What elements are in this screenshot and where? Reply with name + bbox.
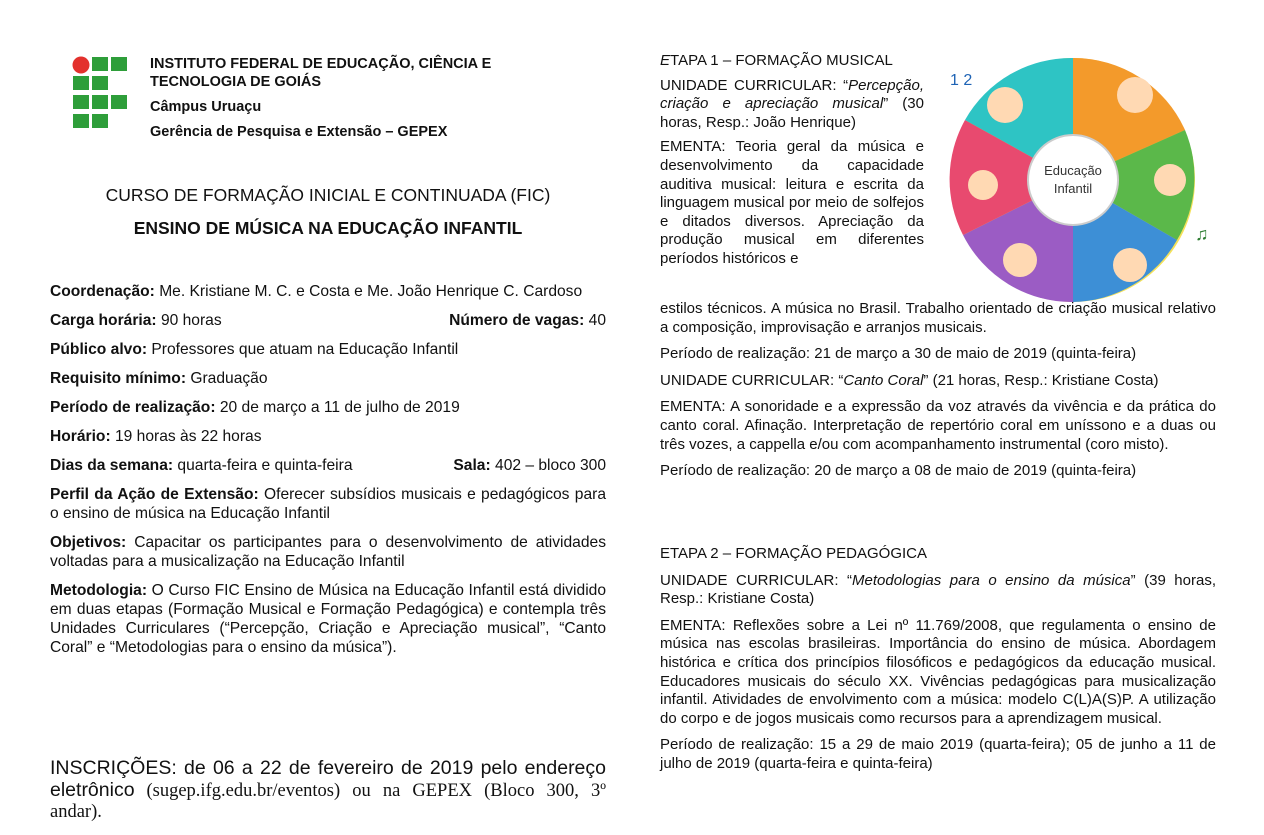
ifg-logo: [72, 56, 128, 130]
illustration-badge-line1: Educação: [1044, 163, 1102, 178]
education-illustration: [945, 50, 1220, 302]
etapa1-ementa1-top: EMENTA: Teoria geral da música e desenvolvimento da capacidade auditiva musical: leitura e escrita da linguagem musical por meio de solfejos e ditados diversos. Apreciação da produção musical em diferentes períodos históricos e: [660, 138, 924, 267]
music-note-icon: ♫: [1195, 224, 1209, 244]
etapa1-ementa2: EMENTA: A sonoridade e a expressão da voz através da vivência e da prática do canto coral. Afinação. Interpretação de repertório coral em uníssono e a duas ou três vozes, a cappella e/ou com acompanhamento instrumental (coro misto).: [660, 398, 1216, 453]
etapa2-section: [660, 545, 1216, 782]
etapa1-periodo1: Período de realização: 21 de março a 30 de maio de 2019 (quinta-feira): [660, 345, 1137, 363]
etapa1-uc1: UNIDADE CURRICULAR: “Percepção, criação e apreciação musical” (30 horas, Resp.: João Henrique): [660, 76, 924, 131]
course-title: ENSINO DE MÚSICA NA EDUCAÇÃO INFANTIL: [133, 218, 523, 238]
detail-objetivos: Objetivos: Capacitar os participantes para o desenvolvimento de atividades voltadas para a musicalização na Educação Infantil: [50, 534, 606, 570]
etapa1-uc2: UNIDADE CURRICULAR: “Canto Coral” (21 horas, Resp.: Kristiane Costa): [660, 371, 1159, 389]
detail-publico: Público alvo: Professores que atuam na Educação Infantil: [50, 341, 459, 358]
detail-carga-vagas: Carga horária: 90 horas Número de vagas: 40: [50, 312, 606, 329]
inscricoes-notice: [50, 758, 606, 823]
inscricoes-lead: INSCRIÇÕES: de 06 a 22 de fevereiro de 2019 pelo endereço eletrônico: [50, 757, 606, 801]
inscricoes-rest: (sugep.ifg.edu.br/eventos) ou na GEPEX (Bloco 300, 3º andar).: [50, 781, 606, 822]
etapa2-periodo: Período de realização: 15 a 29 de maio 2019 (quarta-feira); 05 de junho a 11 de julho de 2019 (quarta-feira e quinta-feira): [660, 736, 1216, 772]
etapa2-title: ETAPA 2 – FORMAÇÃO PEDAGÓGICA: [660, 545, 928, 562]
detail-horario: Horário: 19 horas às 22 horas: [50, 428, 262, 445]
logo-red-circle: [73, 57, 90, 74]
detail-metodologia: Metodologia: O Curso FIC Ensino de Música na Educação Infantil está dividido em duas etapas (Formação Musical e Formação Pedagógica) e contempla três Unidades Curriculares (“Percepção, Criação e Apreciação musical”, “Canto Coral” e “Metodologias para o ensino da música”).: [50, 582, 606, 656]
institute-name-line2: TECNOLOGIA DE GOIÁS: [150, 74, 322, 90]
department-name: Gerência de Pesquisa e Extensão – GEPEX: [150, 124, 448, 140]
detail-coordenacao: Coordenação: Me. Kristiane M. C. e Costa e Me. João Henrique C. Cardoso: [50, 283, 583, 300]
number-icon: 1 2: [950, 72, 973, 89]
etapa2-uc: UNIDADE CURRICULAR: “Metodologias para o ensino da música” (39 horas, Resp.: Kristiane Costa): [660, 571, 1216, 608]
child-face-icon: [987, 87, 1023, 123]
illustration-badge-line2: Infantil: [1053, 181, 1093, 196]
etapa2-ementa: EMENTA: Reflexões sobre a Lei nº 11.769/2008, que regulamenta o ensino de música nas escolas brasileiras. Importância do ensino de música. Abordagem histórica e crítica dos princípios filosóficos e pedagógicos da educação musical. Educadores musicais do século XX. Vivências pedagógicas para musicalização infantil. Atividades de envolvimento com a música: modelo C(L)A(S)P. A utilização do corpo e de jogos musicais como recursos para a aprendizagem musical.: [660, 616, 1216, 727]
etapa1-ementa1-rest: estilos técnicos. A música no Brasil. Trabalho orientado de criação musical relativo a composição, improvisação e arranjos musicais.: [660, 300, 1216, 336]
campus-name: Câmpus Uruaçu: [150, 99, 262, 115]
course-kicker: CURSO DE FORMAÇÃO INICIAL E CONTINUADA (FIC): [105, 185, 551, 205]
etapa1-title: ETAPA 1 – FORMAÇÃO MUSICAL: [660, 52, 893, 69]
detail-perfil: Perfil da Ação de Extensão: Oferecer subsídios musicais e pedagógicos para o ensino de música na Educação Infantil: [50, 486, 606, 522]
detail-periodo: Período de realização: 20 de março a 11 de julho de 2019: [50, 399, 460, 416]
course-details: [50, 282, 606, 667]
institution-header: [150, 55, 580, 141]
detail-requisito: Requisito mínimo: Graduação: [50, 370, 268, 387]
detail-dias-sala: Dias da semana: quarta-feira e quinta-feira Sala: 402 – bloco 300: [50, 457, 606, 474]
institute-name-line1: INSTITUTO FEDERAL DE EDUCAÇÃO, CIÊNCIA E: [150, 56, 492, 72]
etapa1-rest: [660, 300, 1216, 489]
etapa1-top: [660, 52, 924, 269]
etapa1-periodo2: Período de realização: 20 de março a 08 de maio de 2019 (quinta-feira): [660, 462, 1137, 480]
